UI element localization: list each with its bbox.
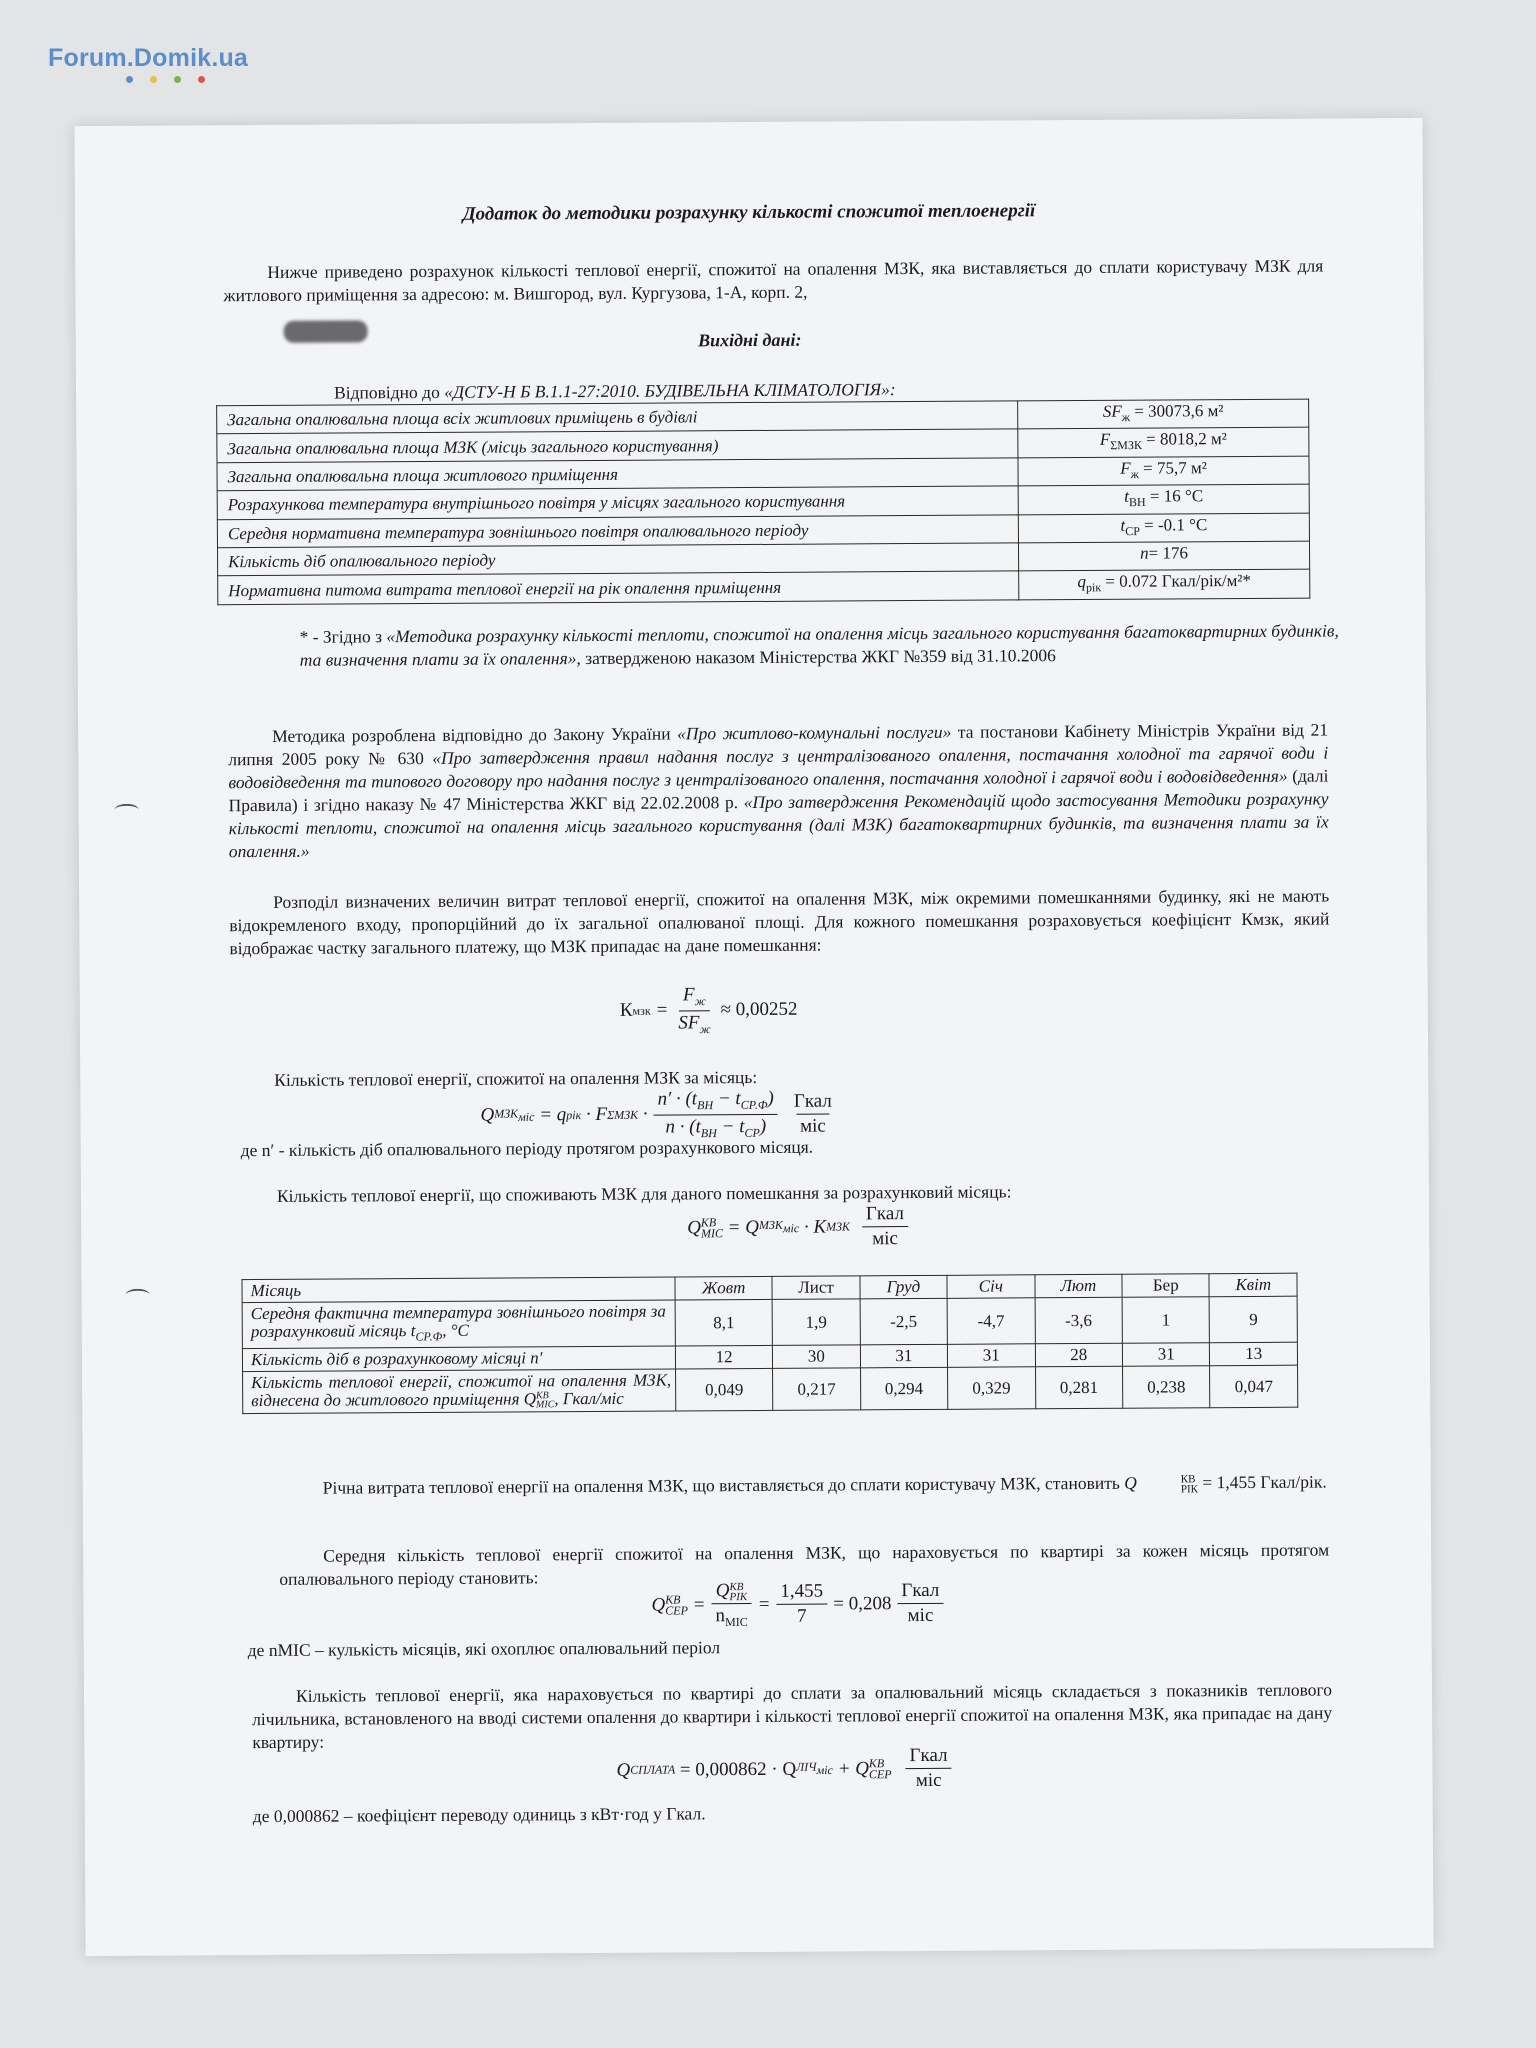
pay-unit-num: Гкал bbox=[905, 1745, 951, 1769]
avg-num1-sup: КВ bbox=[729, 1580, 744, 1593]
footnote-title: «Методика розрахунку кількості теплоти, спожитої на опалення місць загального користування багатоквартирних будинків, та визначення плати за їх опалення» bbox=[299, 620, 1339, 670]
methodology-e: (далі Правила) і згідно наказу № 47 Міністерства ЖКГ від 22.02.2008 р. bbox=[228, 765, 1329, 816]
payment-paragraph: Кількість теплової енергії, яка нараховується по квартирі до сплати за опалювальний місяць складається з показників теплового лічильника, встановленого на вводі системи опалення до квартири і кількості теплової енергії спожитої на опалення МЗК, яка припадає на дану квартиру: bbox=[252, 1679, 1333, 1753]
monthly-value-cell: 30 bbox=[773, 1345, 861, 1369]
input-symbol-sub: ВН bbox=[1128, 495, 1146, 510]
avg-unit bbox=[897, 1580, 943, 1627]
input-label: Загальна опалювальна площа всіх житлових приміщень в будівлі bbox=[217, 401, 1018, 434]
qkv-lhs-sup: КВ bbox=[700, 1214, 717, 1229]
qkv-dot: · К bbox=[799, 1216, 827, 1238]
avg-unit-den: міс bbox=[907, 1605, 934, 1627]
pay-unit-den: міс bbox=[915, 1769, 942, 1792]
input-symbol: t bbox=[1120, 515, 1126, 535]
equals-sign: = bbox=[650, 999, 669, 1021]
footnote-prefix: * - Згідно з bbox=[299, 626, 387, 647]
qm-num-sub2: СР.Ф bbox=[740, 1097, 768, 1112]
monthly-value-cell: 31 bbox=[860, 1345, 948, 1369]
qm-f-sub: ΣМЗК bbox=[607, 1107, 639, 1122]
monthly-heat-text: Кількість теплової енергії, спожитої на опалення МЗК за місяць: bbox=[274, 1066, 758, 1090]
input-value bbox=[1018, 427, 1309, 457]
methodology-paragraph bbox=[228, 718, 1329, 863]
row-label-sub: СР.Ф bbox=[415, 1329, 443, 1344]
pay-eq: = 0,000862 · Q bbox=[675, 1758, 797, 1780]
footnote bbox=[299, 619, 1339, 671]
methodology-f: «Про затвердження Рекомендацій щодо застосування Методики розрахунку кількості теплоти, спожитої на опалення місць загального користування (далі МЗК) багатоквартирних будинків, та визначення плати за їх опалення.» bbox=[228, 788, 1329, 862]
monthly-value-cell: 0,238 bbox=[1123, 1366, 1211, 1409]
punch-hole-mark bbox=[115, 804, 139, 816]
pay-plus: + Q bbox=[832, 1757, 869, 1780]
monthly-table-row bbox=[242, 1296, 1297, 1349]
month-header: Лют bbox=[1035, 1274, 1123, 1298]
k-coefficient-formula bbox=[620, 984, 798, 1038]
pay-lhs-sub: СПЛАТА bbox=[630, 1762, 676, 1777]
qm-den-end: ) bbox=[759, 1115, 767, 1137]
k-num: F bbox=[682, 984, 695, 1006]
input-value bbox=[1019, 569, 1310, 599]
month-header: Груд bbox=[860, 1275, 948, 1299]
equals-sign: = bbox=[757, 1593, 771, 1615]
input-label: Загальна опалювальна площа житлового приміщення bbox=[217, 458, 1018, 491]
payment-formula bbox=[616, 1745, 957, 1794]
monthly-value-cell: 0,329 bbox=[948, 1367, 1036, 1410]
k-den-sub: ж bbox=[699, 1021, 711, 1036]
monthly-value-cell: 31 bbox=[947, 1344, 1035, 1368]
monthly-value-cell: 0,047 bbox=[1210, 1366, 1298, 1409]
monthly-table-row bbox=[243, 1366, 1298, 1415]
input-symbol: F bbox=[1120, 458, 1131, 478]
qm-dot: · bbox=[638, 1103, 648, 1126]
n-prime-note: де n′ - кількість діб опалювального періоду протягом розрахункового місяця. bbox=[240, 1136, 814, 1161]
conversion-note: де 0,000862 – коефіцієнт переводу одиниць з кВт·год у Гкал. bbox=[252, 1803, 706, 1827]
pay-q-sub2: міс bbox=[816, 1763, 833, 1778]
input-value bbox=[1018, 399, 1309, 429]
qm-num: n′ · (t bbox=[657, 1088, 698, 1110]
monthly-value-cell: 28 bbox=[1035, 1344, 1123, 1368]
input-label: Середня нормативна температура зовнішнього повітря опалювального періоду bbox=[217, 514, 1018, 547]
methodology-a: Методика розроблена відповідно до Закону України bbox=[272, 723, 678, 746]
monthly-row-label bbox=[242, 1346, 675, 1372]
source-heading: Вихідні дані: bbox=[697, 329, 802, 351]
avg-lhs: Q bbox=[651, 1594, 666, 1616]
pay-lhs: Q bbox=[616, 1759, 631, 1781]
monthly-value-cell: -4,7 bbox=[947, 1298, 1035, 1345]
input-symbol-sub: рік bbox=[1085, 580, 1102, 595]
qkv-q-sub: МЗК bbox=[758, 1218, 783, 1233]
methodology-c: та постанови Кабінету Міністрів України від 21 липня 2005 року № 630 bbox=[228, 719, 1329, 770]
row-label-end: , Гкал/міс bbox=[554, 1389, 624, 1409]
input-symbol-sub: ж bbox=[1121, 410, 1131, 425]
equals-sign: = bbox=[687, 1594, 706, 1616]
qm-eq: = q bbox=[534, 1104, 567, 1126]
k-num-sub: ж bbox=[694, 994, 706, 1009]
k-lhs-sub: мзк bbox=[632, 1003, 651, 1018]
input-value bbox=[1018, 484, 1309, 514]
monthly-row-label bbox=[242, 1300, 675, 1349]
qm-unit-den: міс bbox=[796, 1113, 830, 1137]
pay-q-sub: ЛІЧ bbox=[796, 1759, 817, 1775]
input-symbol: n bbox=[1140, 543, 1149, 563]
avg-result: = 0,208 bbox=[833, 1593, 892, 1615]
k-fraction bbox=[674, 984, 715, 1037]
watermark-dot bbox=[198, 76, 205, 83]
punch-hole-mark bbox=[126, 1289, 150, 1301]
qm-num-end: ) bbox=[767, 1087, 774, 1109]
avg-num1: Q bbox=[715, 1580, 730, 1602]
monthly-row-label bbox=[243, 1369, 676, 1414]
monthly-value-cell: 0,049 bbox=[676, 1369, 773, 1412]
qkv-lhs: Q bbox=[687, 1216, 701, 1238]
month-header: Січ bbox=[947, 1275, 1035, 1299]
input-table-row bbox=[218, 569, 1310, 604]
footnote-suffix: , затвердженою наказом Міністерства ЖКГ №359 від 31.10.2006 bbox=[576, 645, 1056, 669]
input-value-text: = 176 bbox=[1148, 543, 1189, 563]
input-label: Загальна опалювальна площа МЗК (місць загального користування) bbox=[217, 429, 1018, 462]
watermark-dot bbox=[150, 76, 157, 83]
qkv-k-sub: МЗК bbox=[826, 1219, 850, 1234]
row-label-sup: КВ bbox=[535, 1390, 549, 1402]
row-label-text: Кількість діб в розрахунковому місяці n′ bbox=[250, 1348, 543, 1370]
input-symbol: q bbox=[1077, 572, 1087, 592]
watermark-dots bbox=[126, 76, 206, 86]
document-page bbox=[74, 118, 1433, 1956]
input-value-text: = 0.072 Гкал/рік/м²* bbox=[1101, 571, 1252, 592]
pay-kv-sub: СЕР bbox=[868, 1766, 892, 1781]
pay-kv-sup: КВ bbox=[868, 1755, 885, 1770]
month-header: Бер bbox=[1122, 1274, 1210, 1298]
watermark-dot bbox=[126, 76, 133, 83]
qm-lhs-sub2: міс bbox=[518, 1109, 535, 1124]
input-value-text: = 30073,6 м² bbox=[1129, 401, 1224, 421]
input-label: Нормативна питома витрата теплової енергії на рік опалення приміщення bbox=[218, 571, 1019, 604]
input-value bbox=[1018, 456, 1309, 486]
avg-den1: n bbox=[715, 1605, 726, 1627]
intro-text: Нижче приведено розрахунок кількості теплової енергії, спожитої на опалення МЗК, яка виставляється до сплати користувачу МЗК для житлового приміщення за адресою: м. Вишгород, вул. Кургузова, 1-А, корп. 2, bbox=[223, 255, 1324, 306]
monthly-value-cell: 9 bbox=[1210, 1296, 1298, 1343]
qm-lhs: Q bbox=[480, 1104, 495, 1126]
qm-f: · F bbox=[581, 1104, 608, 1126]
avg-lhs-sub: СЕР bbox=[665, 1603, 688, 1618]
n-mis-note: де nМІС – кулькість місяців, які охоплює опалювальний періол bbox=[247, 1637, 721, 1661]
input-value-text: = 75,7 м² bbox=[1138, 458, 1207, 478]
avg-den1-sub: МІС bbox=[725, 1614, 748, 1629]
dstu-prefix: Відповідно до bbox=[333, 381, 445, 403]
monthly-value-cell: -3,6 bbox=[1035, 1297, 1123, 1344]
monthly-value-cell: -2,5 bbox=[860, 1298, 948, 1345]
qm-q-sub: рік bbox=[566, 1107, 582, 1122]
watermark-dot bbox=[174, 76, 181, 83]
pay-unit bbox=[905, 1745, 951, 1792]
qm-lhs-sub: МЗК bbox=[494, 1106, 519, 1121]
row-label-sub: МІС bbox=[535, 1399, 555, 1411]
input-symbol: t bbox=[1124, 486, 1130, 506]
avg-unit-num: Гкал bbox=[897, 1580, 943, 1604]
annual-paragraph: Річна витрата теплової енергії на опалення МЗК, що виставляється до сплати користувачу МЗК, становить Q КВ РІК = 1,455 Гкал/рік. bbox=[322, 1471, 1327, 1498]
avg-fraction-2 bbox=[776, 1581, 827, 1628]
qm-num-sub1: ВН bbox=[697, 1098, 714, 1113]
row-label-text: Середня фактична температура зовнішнього повітря за розрахунковий місяць t bbox=[250, 1301, 666, 1342]
monthly-value-cell: 1 bbox=[1122, 1297, 1210, 1344]
input-data-table bbox=[216, 399, 1310, 605]
k-result: ≈ 0,00252 bbox=[720, 999, 798, 1021]
avg-den2: 7 bbox=[797, 1606, 807, 1628]
monthly-value-cell: 31 bbox=[1122, 1343, 1210, 1367]
apartment-heat-text: Кількість теплової енергії, що споживають МЗК для даного помешкання за розрахунковий місяць: bbox=[276, 1181, 1012, 1206]
monthly-value-cell: 0,294 bbox=[860, 1368, 948, 1411]
input-value-text: = 16 °С bbox=[1145, 486, 1204, 506]
average-paragraph: Середня кількість теплової енергії спожитої на опалення МЗК, що нараховується по квартирі за кожен місяць протягом опалювального періоду становить: bbox=[279, 1539, 1330, 1589]
watermark-logo: Forum.Domik.ua bbox=[48, 44, 249, 72]
monthly-value-cell: 13 bbox=[1210, 1343, 1298, 1367]
input-label: Кількість діб опалювального періоду bbox=[218, 543, 1019, 576]
input-symbol-sub: СР bbox=[1125, 523, 1140, 538]
avg-fraction-1 bbox=[711, 1580, 751, 1630]
monthly-value-cell: 0,217 bbox=[773, 1368, 861, 1411]
input-symbol-sub: ΣМЗК bbox=[1110, 438, 1142, 453]
qm-unit-num: Гкал bbox=[793, 1090, 832, 1112]
q-kv-formula bbox=[687, 1203, 914, 1251]
monthly-value-cell: 0,281 bbox=[1035, 1367, 1123, 1410]
row-label-text: Кількість теплової енергії, спожитої на опалення МЗК, віднесена до житлового приміщення Q bbox=[251, 1370, 672, 1411]
monthly-value-cell: 12 bbox=[675, 1346, 772, 1370]
input-symbol-sub: ж bbox=[1130, 466, 1139, 481]
average-formula bbox=[651, 1579, 949, 1631]
annual-value: = 1,455 Гкал/рік. bbox=[1197, 1471, 1327, 1493]
document-title: Додаток до методики розрахунку кількості спожитої теплоенергії bbox=[462, 200, 1036, 225]
qm-unit bbox=[790, 1090, 836, 1137]
qm-den: n · (t bbox=[665, 1116, 701, 1138]
dstu-ref: «ДСТУ-Н Б В.1.1-27:2010. БУДІВЕЛЬНА КЛІМАТОЛОГІЯ»: bbox=[444, 379, 896, 402]
avg-num1-sub: РІК bbox=[729, 1590, 748, 1603]
input-label: Розрахункова температура внутрішнього повітря у місцях загального користування bbox=[217, 486, 1018, 519]
qm-den-mid: − t bbox=[716, 1115, 745, 1138]
qm-den-sub1: ВН bbox=[700, 1125, 717, 1140]
month-header: Лист bbox=[772, 1276, 860, 1300]
month-header-label: Місяць bbox=[242, 1277, 675, 1303]
qkv-unit-num: Гкал bbox=[862, 1203, 908, 1227]
input-value bbox=[1018, 541, 1309, 571]
row-label-end: , °С bbox=[442, 1320, 469, 1340]
annual-text: Річна витрата теплової енергії на опалення МЗК, що виставляється до сплати користувачу МЗК, становить bbox=[322, 1472, 1125, 1498]
intro-paragraph bbox=[223, 255, 1323, 308]
monthly-value-cell: 1,9 bbox=[772, 1299, 860, 1346]
qkv-q-sub2: міс bbox=[782, 1221, 800, 1236]
qkv-lhs-sub: МІС bbox=[700, 1225, 723, 1240]
distribution-paragraph: Розподіл визначених величин витрат теплової енергії, спожитої на опалення МЗК, між окремими помешканнями будинку, які не мають відокремленого входу, пропорційний до їх загальної опалюваної площі. Для кожного помешкання розраховується коефіцієнт Кмзк, який відображає частку загального платежу, що МЗК припадає на дане помешкання: bbox=[229, 885, 1330, 959]
methodology-b: «Про житлово-комунальні послуги» bbox=[677, 721, 952, 744]
monthly-table bbox=[241, 1273, 1298, 1415]
month-header: Жовт bbox=[675, 1276, 772, 1300]
input-symbol: F bbox=[1099, 430, 1111, 450]
input-value-text: = -0.1 °С bbox=[1139, 514, 1208, 535]
input-symbol: SF bbox=[1102, 401, 1122, 421]
month-header: Квіт bbox=[1209, 1273, 1297, 1297]
methodology-d: «Про затвердження правил надання послуг з централізованого опалення, постачання холодної та гарячої води і водовідведення та типового договору про надання послуг з централізованого опалення, постачання холодної і гарячої води і водовідведення» bbox=[228, 742, 1329, 793]
k-lhs: К bbox=[619, 1000, 633, 1022]
q-month-formula bbox=[480, 1087, 842, 1142]
monthly-value-cell: 8,1 bbox=[675, 1299, 772, 1346]
qkv-unit bbox=[862, 1203, 908, 1250]
input-value bbox=[1018, 513, 1309, 543]
qm-fraction bbox=[653, 1088, 778, 1141]
qkv-unit-den: міс bbox=[872, 1228, 898, 1250]
qm-num-mid: − t bbox=[712, 1088, 741, 1110]
k-den: SF bbox=[678, 1012, 700, 1034]
qm-den-sub2: СР bbox=[744, 1125, 760, 1140]
avg-lhs-sup: КВ bbox=[665, 1592, 681, 1607]
input-value-text: = 8018,2 м² bbox=[1141, 429, 1227, 450]
avg-num2: 1,455 bbox=[776, 1581, 827, 1605]
qkv-eq: = Q bbox=[722, 1216, 760, 1238]
